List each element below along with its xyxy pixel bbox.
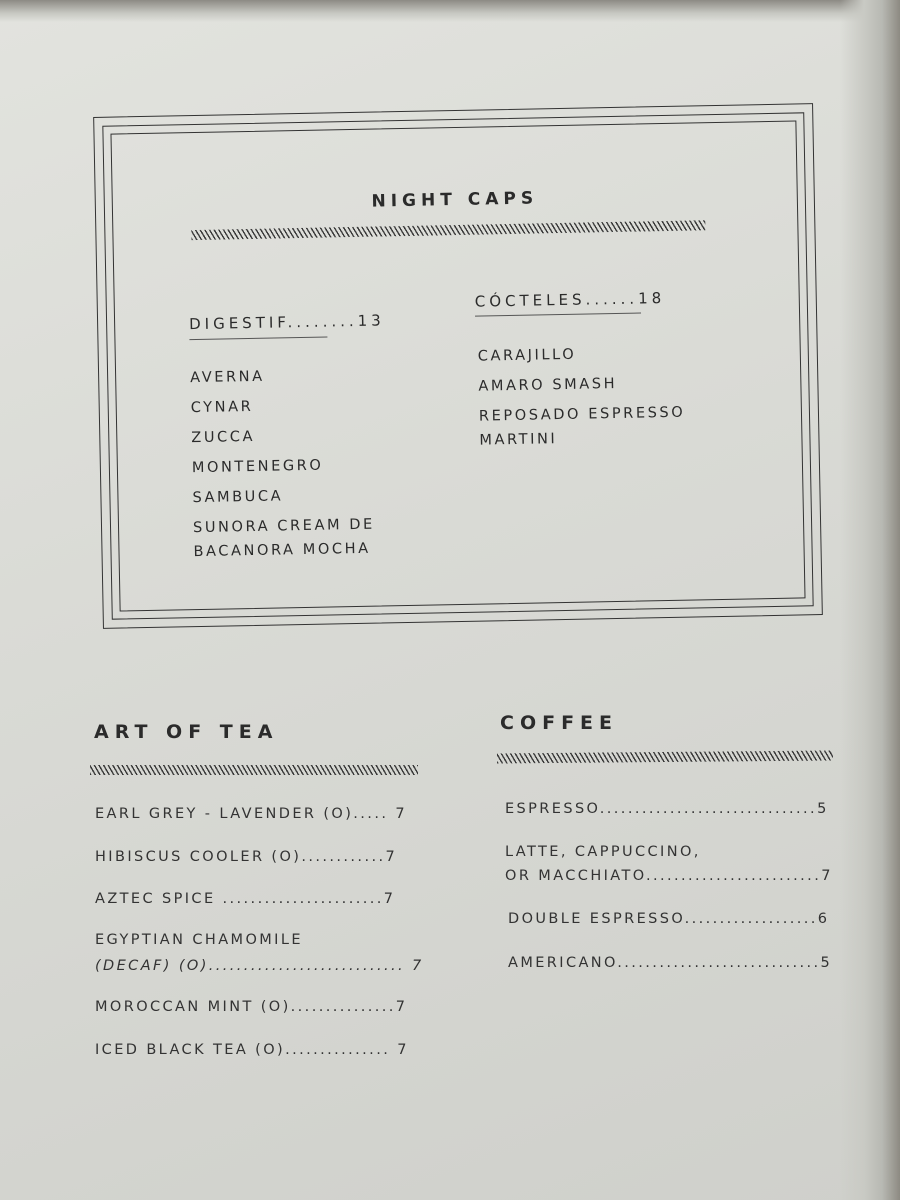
menu-item: (DECAF) (O)............................ 7 [95,958,424,974]
coffee-title: COFFEE [500,712,619,734]
menu-item: LATTE, CAPPUCCINO, [505,844,701,860]
menu-item: DOUBLE ESPRESSO...................6 [508,911,830,927]
menu-item: EGYPTIAN CHAMOMILE [95,932,303,948]
art-of-tea-hatch-rule [90,765,418,775]
menu-item: ICED BLACK TEA (O)............... 7 [95,1042,409,1058]
night-caps-title: NIGHT CAPS [371,188,539,212]
menu-item: HIBISCUS COOLER (O)............7 [95,849,398,865]
menu-item: OR MACCHIATO.........................7 [505,868,833,884]
menu-item: EARL GREY - LAVENDER (O)..... 7 [95,806,407,822]
list-item: CYNAR [190,398,254,417]
menu-item: ESPRESSO...............................5 [505,801,829,817]
list-item: AVERNA [190,368,265,387]
menu-item: AMERICANO.............................5 [508,955,833,971]
menu-item: MOROCCAN MINT (O)...............7 [95,999,408,1015]
digestif-heading: DIGESTIF........13 [188,311,385,334]
menu-item: AZTEC SPICE .......................7 [95,891,396,907]
list-item: MONTENEGRO [191,457,324,477]
cocteles-list [478,344,686,450]
cocteles-heading: CÓCTELES......18 [474,289,666,311]
page-top-shadow [0,0,900,22]
coffee-hatch-rule [497,751,833,764]
list-item: SUNORA CREAM DE [192,516,376,537]
list-item: CARAJILLO [477,346,577,365]
page-edge [840,0,900,1200]
art-of-tea-title: ART OF TEA [94,721,279,743]
list-item: MARTINI [479,431,558,449]
night-caps-box [93,103,823,629]
list-item: ZUCCA [191,428,256,447]
digestif-list [190,366,375,561]
list-item: SAMBUCA [192,488,284,507]
list-item: BACANORA MOCHA [193,540,371,561]
list-item: REPOSADO ESPRESSO [478,404,686,425]
list-item: AMARO SMASH [478,375,618,395]
